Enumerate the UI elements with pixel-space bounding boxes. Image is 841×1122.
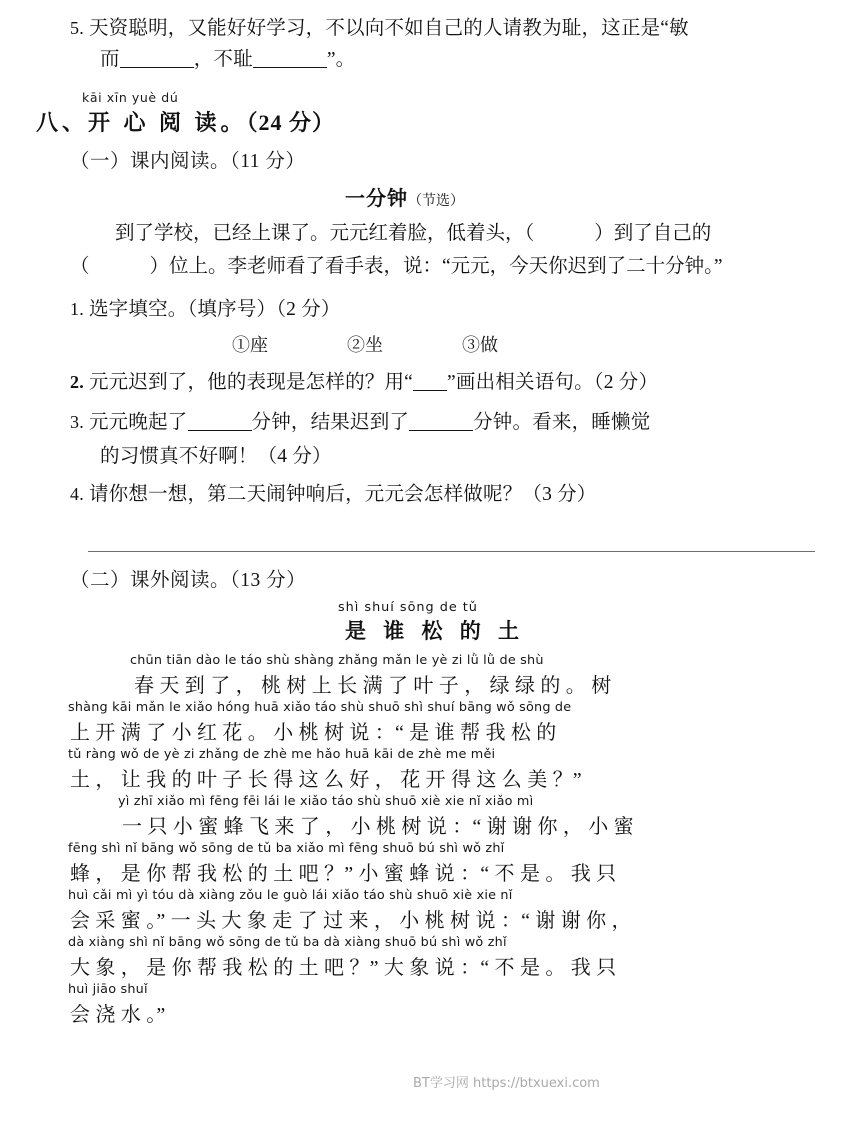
article-line-pinyin: chūn tiān dào le táo shù shàng zhǎng mǎn le yè zi lǜ lǜ de shù <box>130 653 544 668</box>
article-title-text: 是 谁 松 的 土 <box>345 619 525 643</box>
option-3[interactable]: ③做 <box>462 335 498 355</box>
question-3-blank-1[interactable] <box>188 430 252 431</box>
article-line-hanzi: 大 象 ， 是 你 帮 我 松 的 土 吧 ？” 大 象 说 ：“ 不 是 。 我 只 <box>70 957 617 979</box>
passage-title-note: （节选） <box>408 194 464 209</box>
question-1-text: 选字填空。（填序号）（2 分） <box>88 299 341 320</box>
passage-line-2-text: ）位上。李老师看了看手表，说：“元元，今天你迟到了二十分钟。” <box>149 256 723 277</box>
question-5-text-pre: 而 <box>100 49 120 70</box>
section-heading <box>36 106 335 137</box>
passage-line-2 <box>70 252 723 282</box>
article-line-hanzi: 一 只 小 蜜 蜂 飞 来 了 ， 小 桃 树 说 ：“ 谢 谢 你 ， 小 蜜 <box>122 816 634 838</box>
part-one-question-3 <box>70 406 650 439</box>
question-2-text-post: ”画出相关语句。（2 分） <box>447 372 659 393</box>
question-2-underline-mark <box>413 390 447 391</box>
article-line <box>68 982 828 1029</box>
article-line <box>68 935 828 982</box>
question-5-text-post: ”。 <box>326 49 356 70</box>
article-line-pinyin: huì cǎi mì yì tóu dà xiàng zǒu le guò lái xiǎo táo shù shuō xiè xie nǐ <box>68 888 513 903</box>
article-line <box>68 653 828 700</box>
question-4-number: 4. <box>70 484 84 504</box>
article-body <box>68 653 828 1029</box>
question-3-number: 3. <box>70 412 84 432</box>
part-two-label: （二）课外阅读。（13 分） <box>70 570 307 591</box>
passage-title <box>345 182 464 211</box>
question-5-text-mid: ，不耻 <box>193 49 253 70</box>
passage-line-1 <box>115 219 711 249</box>
article-line-pinyin: tǔ ràng wǒ de yè zi zhǎng de zhè me hǎo huā kāi de zhè me měi <box>68 747 496 762</box>
answer-blank-2[interactable] <box>253 67 327 68</box>
question-2-text-pre: 元元迟到了，他的表现是怎样的？用“ <box>88 372 414 393</box>
article-line-hanzi: 春 天 到 了 ， 桃 树 上 长 满 了 叶 子 ， 绿 绿 的 。 树 <box>134 675 612 697</box>
article-line-hanzi: 上 开 满 了 小 红 花 。 小 桃 树 说 ：“ 是 谁 帮 我 松 的 <box>70 722 557 744</box>
part-one-question-4 <box>70 478 597 511</box>
article-line-pinyin: fēng shì nǐ bāng wǒ sōng de tǔ ba xiǎo mì fēng shuō bú shì wǒ zhǐ <box>68 841 505 856</box>
part-one-question-1 <box>70 293 341 326</box>
section-title-period: 。 <box>220 110 247 135</box>
question-2-number: 2. <box>70 372 84 392</box>
passage-line-1-tail: ）到了自己的 <box>594 223 712 244</box>
passage-line-2-open: （ <box>70 256 90 277</box>
section-number: 八、 <box>36 110 89 135</box>
question-5-text-line-1: 天资聪明，又能好好学习，不以向不如自己的人请教为耻，这正是“敏 <box>88 18 689 39</box>
article-line <box>68 888 828 935</box>
article-line-pinyin: huì jiāo shuǐ <box>68 982 148 997</box>
article-line <box>68 747 828 794</box>
article-line-pinyin: yì zhī xiǎo mì fēng fēi lái le xiǎo táo shù shuō xiè xie nǐ xiǎo mì <box>118 794 534 809</box>
question-1-number: 1. <box>70 299 84 319</box>
part-one-question-2 <box>70 366 658 399</box>
article-line-pinyin: dà xiàng shì nǐ bāng wǒ sōng de tǔ ba dà xiàng shuō bú shì wǒ zhǐ <box>68 935 507 950</box>
option-1[interactable]: ①座 <box>232 335 268 355</box>
question-3-seg-2: 分钟，结果迟到了 <box>251 412 410 433</box>
option-2[interactable]: ②坐 <box>347 335 383 355</box>
article-line-hanzi: 土 ， 让 我 的 叶 子 长 得 这 么 好 ， 花 开 得 这 么 美 ？” <box>70 769 582 791</box>
site-watermark: BT学习网 https://btxuexi.com <box>413 1076 600 1091</box>
question-3-line-2: 的习惯真不好啊！（4 分） <box>100 446 332 467</box>
article-line-pinyin: shàng kāi mǎn le xiǎo hóng huā xiǎo táo shù shuō shì shuí bāng wǒ sōng de <box>68 700 572 715</box>
section-title-text: 开 心 阅 读 <box>88 110 221 135</box>
article-line-hanzi: 会 浇 水 。” <box>70 1004 166 1026</box>
section-score: （24 分） <box>246 110 336 135</box>
article-title <box>338 600 578 646</box>
question-3-seg-3: 分钟。看来，睡懒觉 <box>473 412 651 433</box>
question-3-blank-2[interactable] <box>409 430 473 431</box>
question-4-text: 请你想一想，第二天闹钟响后，元元会怎样做呢？（3 分） <box>88 484 597 505</box>
answer-blank-1[interactable] <box>120 67 194 68</box>
article-line-hanzi: 会 采 蜜 。” 一 头 大 象 走 了 过 来 ， 小 桃 树 说 ：“ 谢 谢 你 ， <box>70 910 632 932</box>
article-line <box>68 700 828 747</box>
passage-line-1-head: 到了学校，已经上课了。元元红着脸，低着头，（ <box>115 223 535 244</box>
section-divider <box>88 551 815 552</box>
passage-title-text: 一分钟 <box>345 188 408 210</box>
question-5-line-1 <box>70 12 689 45</box>
article-line-hanzi: 蜂 ， 是 你 帮 我 松 的 土 吧 ？” 小 蜜 蜂 说 ：“ 不 是 。 我 只 <box>70 863 617 885</box>
article-line <box>68 794 828 841</box>
question-1-options <box>232 331 498 357</box>
section-heading-pinyin: kāi xīn yuè dú <box>82 90 179 105</box>
question-5-line-2 <box>100 44 355 76</box>
article-line <box>68 841 828 888</box>
part-one-label: （一）课内阅读。（11 分） <box>70 151 306 172</box>
question-5-number: 5. <box>70 18 84 38</box>
question-3-seg-1: 元元晚起了 <box>88 412 188 433</box>
article-title-pinyin: shì shuí sōng de tǔ <box>338 600 478 615</box>
